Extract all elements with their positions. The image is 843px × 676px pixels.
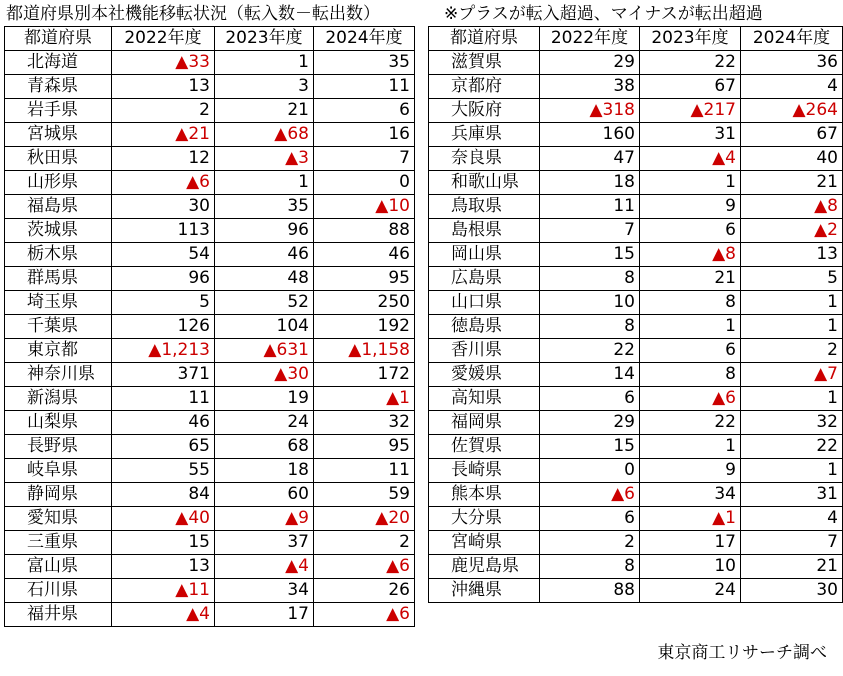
table-row [429,531,843,555]
value-cell: ▲3 [215,147,314,171]
table-row [429,99,843,123]
value-cell: 11 [314,459,415,483]
value-cell: 104 [215,315,314,339]
value-cell: 54 [112,243,215,267]
table-row [429,147,843,171]
table-row [429,123,843,147]
value-cell: 19 [215,387,314,411]
prefecture-name: 秋田県 [5,147,112,171]
header-row [429,27,843,51]
value-cell: 96 [112,267,215,291]
table-row [429,435,843,459]
value-cell: 4 [741,75,843,99]
prefecture-name: 徳島県 [429,315,540,339]
value-cell: 113 [112,219,215,243]
value-cell: 15 [112,531,215,555]
value-cell: ▲6 [640,387,741,411]
prefecture-name: 京都府 [429,75,540,99]
value-cell: ▲40 [112,507,215,531]
value-cell: 1 [640,315,741,339]
sign-note: ※プラスが転入超過、マイナスが転出超過 [444,4,763,24]
value-cell: 16 [314,123,415,147]
prefecture-name: 高知県 [429,387,540,411]
value-cell: 21 [215,99,314,123]
value-cell: 21 [741,555,843,579]
value-cell: 24 [215,411,314,435]
header-fy2024: 2024年度 [314,27,415,51]
value-cell: 11 [112,387,215,411]
value-cell: ▲1 [314,387,415,411]
value-cell: 2 [112,99,215,123]
value-cell: 46 [112,411,215,435]
value-cell: 30 [741,579,843,603]
table-row [429,75,843,99]
value-cell: 88 [314,219,415,243]
value-cell: ▲6 [314,555,415,579]
value-cell: 18 [215,459,314,483]
prefecture-name: 神奈川県 [5,363,112,387]
value-cell: 6 [640,339,741,363]
value-cell: 84 [112,483,215,507]
table-row [429,267,843,291]
value-cell: 35 [215,195,314,219]
prefecture-name: 福島県 [5,195,112,219]
table-title: 都道府県別本社機能移転状況（転入数－転出数） [6,4,380,24]
value-cell: 7 [314,147,415,171]
value-cell: 172 [314,363,415,387]
value-cell: ▲631 [215,339,314,363]
value-cell: 22 [741,435,843,459]
value-cell: 95 [314,435,415,459]
prefecture-name: 和歌山県 [429,171,540,195]
table-row [5,411,415,435]
value-cell: 1 [215,171,314,195]
value-cell: ▲2 [741,219,843,243]
value-cell: 1 [741,387,843,411]
prefecture-name: 岩手県 [5,99,112,123]
value-cell: ▲1,213 [112,339,215,363]
value-cell: 1 [741,315,843,339]
prefecture-name: 三重県 [5,531,112,555]
header-fy2023: 2023年度 [215,27,314,51]
value-cell: 160 [540,123,640,147]
value-cell: ▲6 [112,171,215,195]
prefecture-name: 石川県 [5,579,112,603]
value-cell: ▲30 [215,363,314,387]
value-cell: 7 [540,219,640,243]
value-cell: 15 [540,243,640,267]
value-cell: 21 [640,267,741,291]
prefecture-name: 宮崎県 [429,531,540,555]
prefecture-name: 滋賀県 [429,51,540,75]
value-cell: 371 [112,363,215,387]
value-cell: 6 [540,387,640,411]
value-cell: ▲8 [640,243,741,267]
prefecture-name: 静岡県 [5,483,112,507]
prefecture-name: 広島県 [429,267,540,291]
prefecture-name: 山口県 [429,291,540,315]
value-cell: 31 [741,483,843,507]
value-cell: 21 [741,171,843,195]
value-cell: 88 [540,579,640,603]
value-cell: 11 [540,195,640,219]
table-row [5,339,415,363]
value-cell: 6 [314,99,415,123]
value-cell: 32 [741,411,843,435]
prefecture-name: 新潟県 [5,387,112,411]
value-cell: ▲1 [640,507,741,531]
prefecture-name: 鹿児島県 [429,555,540,579]
table-row [5,219,415,243]
prefecture-table-right [428,26,843,603]
prefecture-table-left [4,26,415,627]
table-row [429,195,843,219]
value-cell: 46 [215,243,314,267]
table-row [429,483,843,507]
value-cell: 1 [741,291,843,315]
value-cell: 48 [215,267,314,291]
value-cell: 35 [314,51,415,75]
value-cell: 95 [314,267,415,291]
value-cell: 8 [640,363,741,387]
prefecture-name: 青森県 [5,75,112,99]
value-cell: 37 [215,531,314,555]
table-row [429,411,843,435]
value-cell: 34 [215,579,314,603]
source-note: 東京商工リサーチ調べ [657,643,827,663]
value-cell: 13 [112,75,215,99]
value-cell: 11 [314,75,415,99]
value-cell: 4 [741,507,843,531]
value-cell: 40 [741,147,843,171]
value-cell: 15 [540,435,640,459]
value-cell: 1 [640,171,741,195]
table-row [429,387,843,411]
value-cell: ▲4 [112,603,215,627]
table-row [429,339,843,363]
prefecture-name: 熊本県 [429,483,540,507]
table-row [5,603,415,627]
table-row [5,363,415,387]
value-cell: ▲9 [215,507,314,531]
value-cell: ▲68 [215,123,314,147]
table-row [5,99,415,123]
prefecture-name: 奈良県 [429,147,540,171]
value-cell: 60 [215,483,314,507]
table-row [5,195,415,219]
table-row [5,267,415,291]
prefecture-name: 群馬県 [5,267,112,291]
table-row [5,387,415,411]
prefecture-name: 千葉県 [5,315,112,339]
value-cell: 24 [640,579,741,603]
prefecture-name: 山形県 [5,171,112,195]
prefecture-name: 茨城県 [5,219,112,243]
prefecture-name: 東京都 [5,339,112,363]
value-cell: ▲7 [741,363,843,387]
value-cell: ▲10 [314,195,415,219]
table-row [429,51,843,75]
value-cell: 67 [640,75,741,99]
value-cell: 34 [640,483,741,507]
prefecture-name: 北海道 [5,51,112,75]
value-cell: 5 [741,267,843,291]
value-cell: 52 [215,291,314,315]
value-cell: ▲1,158 [314,339,415,363]
value-cell: 46 [314,243,415,267]
value-cell: 22 [540,339,640,363]
value-cell: 10 [640,555,741,579]
prefecture-name: 香川県 [429,339,540,363]
table-row [5,315,415,339]
table-row [5,51,415,75]
prefecture-name: 富山県 [5,555,112,579]
value-cell: 126 [112,315,215,339]
prefecture-name: 岐阜県 [5,459,112,483]
value-cell: 1 [741,459,843,483]
value-cell: 192 [314,315,415,339]
value-cell: 22 [640,411,741,435]
header-prefecture: 都道府県 [429,27,540,51]
header-prefecture: 都道府県 [5,27,112,51]
value-cell: 1 [215,51,314,75]
value-cell: ▲11 [112,579,215,603]
value-cell: ▲4 [215,555,314,579]
value-cell: 38 [540,75,640,99]
table-row [5,171,415,195]
value-cell: ▲6 [314,603,415,627]
header-row [5,27,415,51]
table-row [429,555,843,579]
value-cell: 6 [640,219,741,243]
prefecture-name: 栃木県 [5,243,112,267]
value-cell: 55 [112,459,215,483]
value-cell: 2 [741,339,843,363]
value-cell: 17 [215,603,314,627]
value-cell: 29 [540,411,640,435]
value-cell: 8 [540,315,640,339]
value-cell: ▲264 [741,99,843,123]
value-cell: 3 [215,75,314,99]
value-cell: 13 [741,243,843,267]
table-row [5,579,415,603]
value-cell: 17 [640,531,741,555]
value-cell: ▲33 [112,51,215,75]
value-cell: 31 [640,123,741,147]
prefecture-name: 宮城県 [5,123,112,147]
prefecture-name: 長野県 [5,435,112,459]
prefecture-name: 愛媛県 [429,363,540,387]
value-cell: 12 [112,147,215,171]
prefecture-name: 愛知県 [5,507,112,531]
value-cell: 32 [314,411,415,435]
value-cell: 2 [314,531,415,555]
table-row [429,243,843,267]
prefecture-name: 兵庫県 [429,123,540,147]
value-cell: 36 [741,51,843,75]
value-cell: 9 [640,195,741,219]
table-row [5,147,415,171]
table-row [429,579,843,603]
table-row [5,123,415,147]
value-cell: 26 [314,579,415,603]
value-cell: 96 [215,219,314,243]
table-row [429,315,843,339]
prefecture-name: 島根県 [429,219,540,243]
table-row [429,219,843,243]
value-cell: 65 [112,435,215,459]
table-row [429,363,843,387]
table-row [5,75,415,99]
value-cell: 5 [112,291,215,315]
table-row [5,507,415,531]
value-cell: 2 [540,531,640,555]
prefecture-name: 鳥取県 [429,195,540,219]
value-cell: 9 [640,459,741,483]
value-cell: 18 [540,171,640,195]
value-cell: ▲4 [640,147,741,171]
table-row [5,555,415,579]
prefecture-name: 大阪府 [429,99,540,123]
prefecture-name: 長崎県 [429,459,540,483]
value-cell: 47 [540,147,640,171]
header-fy2022: 2022年度 [540,27,640,51]
prefecture-name: 大分県 [429,507,540,531]
header-fy2023: 2023年度 [640,27,741,51]
value-cell: 10 [540,291,640,315]
table-row [5,243,415,267]
value-cell: 13 [112,555,215,579]
value-cell: ▲6 [540,483,640,507]
table-row [429,171,843,195]
value-cell: 0 [314,171,415,195]
value-cell: ▲318 [540,99,640,123]
header-fy2024: 2024年度 [741,27,843,51]
value-cell: 7 [741,531,843,555]
value-cell: 0 [540,459,640,483]
value-cell: 67 [741,123,843,147]
prefecture-name: 福岡県 [429,411,540,435]
prefecture-name: 佐賀県 [429,435,540,459]
table-row [5,483,415,507]
prefecture-name: 岡山県 [429,243,540,267]
value-cell: 8 [540,267,640,291]
prefecture-name: 沖縄県 [429,579,540,603]
value-cell: ▲21 [112,123,215,147]
table-row [5,459,415,483]
value-cell: 68 [215,435,314,459]
header-fy2022: 2022年度 [112,27,215,51]
value-cell: ▲8 [741,195,843,219]
prefecture-name: 福井県 [5,603,112,627]
prefecture-name: 山梨県 [5,411,112,435]
table-row [429,507,843,531]
table-row [429,459,843,483]
value-cell: ▲217 [640,99,741,123]
value-cell: 250 [314,291,415,315]
value-cell: 1 [640,435,741,459]
table-row [429,291,843,315]
table-row [5,291,415,315]
value-cell: 59 [314,483,415,507]
value-cell: 6 [540,507,640,531]
value-cell: 14 [540,363,640,387]
value-cell: ▲20 [314,507,415,531]
table-row [5,435,415,459]
value-cell: 29 [540,51,640,75]
value-cell: 30 [112,195,215,219]
value-cell: 22 [640,51,741,75]
value-cell: 8 [540,555,640,579]
prefecture-name: 埼玉県 [5,291,112,315]
value-cell: 8 [640,291,741,315]
table-row [5,531,415,555]
